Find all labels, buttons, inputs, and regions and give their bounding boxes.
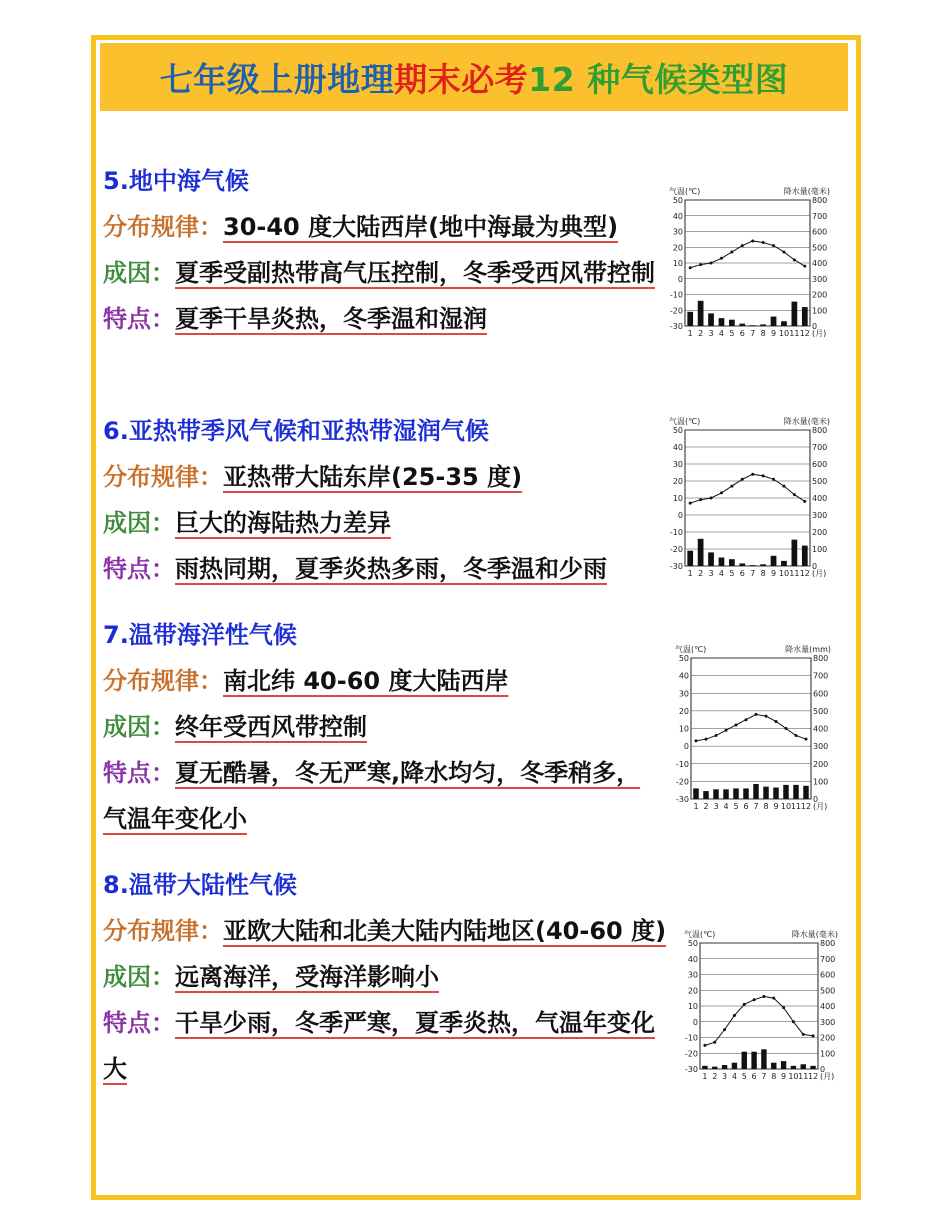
precip-bar xyxy=(698,539,704,566)
month-tick-label: 11 xyxy=(789,329,800,338)
temperature-line xyxy=(696,714,806,740)
precip-bar xyxy=(760,324,766,326)
precip-bar xyxy=(792,540,798,566)
precip-bar xyxy=(750,325,756,326)
temperature-point xyxy=(812,1034,815,1037)
section-temperate-continental xyxy=(103,862,668,1092)
precip-tick-label: 300 xyxy=(812,511,828,520)
temp-tick-label: -20 xyxy=(684,1049,698,1059)
distribution-text: 南北纬 40-60 度大陆西岸 xyxy=(223,667,509,695)
cause-row xyxy=(103,704,663,750)
feature-text: 夏季干旱炎热，冬季温和湿润 xyxy=(175,305,487,333)
precip-bar xyxy=(763,787,769,799)
temp-tick-label: 20 xyxy=(687,986,698,996)
precip-tick-label: 400 xyxy=(812,259,828,268)
distribution-text: 30-40 度大陆西岸(地中海最为典型) xyxy=(223,213,619,241)
title-part-count: 12 种气候类型图 xyxy=(528,59,789,99)
temp-tick-label: 40 xyxy=(672,443,683,452)
precip-tick-label: 400 xyxy=(820,1002,836,1011)
precip-bar xyxy=(702,1066,707,1069)
month-tick-label: 8 xyxy=(771,1072,777,1081)
precip-bar xyxy=(743,788,749,799)
section-title: 5.地中海气候 xyxy=(103,167,249,195)
month-tick-label: 5 xyxy=(729,329,735,338)
precip-tick-label: 400 xyxy=(812,494,828,503)
distribution-text: 亚欧大陆和北美大陆内陆地区(40-60 度) xyxy=(223,917,667,945)
month-tick-label: 10 xyxy=(778,569,790,578)
precip-tick-label: 700 xyxy=(812,443,828,452)
precip-bar xyxy=(792,302,798,326)
temp-tick-label: 40 xyxy=(687,954,698,964)
feature-row xyxy=(103,546,663,592)
temperature-point xyxy=(703,1044,706,1047)
month-tick-label: 12 xyxy=(807,1072,819,1081)
precip-bar xyxy=(753,784,759,799)
temp-tick-label: 20 xyxy=(672,477,683,486)
section-title: 6.亚热带季风气候和亚热带湿润气候 xyxy=(103,417,489,445)
precip-bar xyxy=(708,552,714,566)
precip-tick-label: 500 xyxy=(812,243,828,253)
precip-bar xyxy=(750,565,756,566)
temperature-point xyxy=(723,1028,726,1031)
temperature-point xyxy=(762,995,765,998)
climate-chart-svg xyxy=(673,642,833,817)
feature-text: 干旱少雨，冬季严寒，夏季炎热，气温年变化大 xyxy=(103,1009,655,1083)
cause-label: 成因： xyxy=(103,509,175,537)
page-title xyxy=(100,43,848,111)
temperature-point xyxy=(695,739,698,742)
month-tick-label: 8 xyxy=(763,802,769,811)
precip-tick-label: 500 xyxy=(820,986,836,996)
temperature-line xyxy=(690,474,805,503)
temp-tick-label: 30 xyxy=(678,689,689,699)
precip-tick-label: 100 xyxy=(820,1049,836,1059)
temperature-point xyxy=(720,491,723,494)
month-tick-label: 7 xyxy=(761,1072,767,1081)
month-tick-label: 6 xyxy=(743,802,749,811)
month-tick-label: 6 xyxy=(739,569,745,578)
month-tick-label: 6 xyxy=(739,329,745,338)
precip-tick-label: 0 xyxy=(812,322,818,331)
month-tick-label: 1 xyxy=(702,1072,708,1081)
precip-bar xyxy=(791,1066,796,1069)
month-tick-label: 4 xyxy=(723,802,729,811)
temperature-point xyxy=(745,718,748,721)
precip-bar xyxy=(781,561,787,566)
temperature-point xyxy=(751,473,754,476)
precip-tick-label: 600 xyxy=(812,227,828,237)
precip-bar xyxy=(771,1063,776,1069)
distribution-row xyxy=(103,204,663,250)
cause-text: 远离海洋，受海洋影响小 xyxy=(175,963,439,991)
temp-tick-label: 30 xyxy=(672,227,683,237)
temp-tick-label: 40 xyxy=(678,671,689,681)
precip-bar xyxy=(751,1052,756,1069)
month-tick-label: 12 xyxy=(799,329,810,338)
temperature-point xyxy=(802,1033,805,1036)
feature-label: 特点： xyxy=(103,1009,175,1037)
month-tick-label: 9 xyxy=(770,569,777,578)
temperature-point xyxy=(772,478,775,481)
temperature-point xyxy=(699,498,702,501)
temp-tick-label: 20 xyxy=(678,706,689,716)
month-unit-label: (月) xyxy=(813,802,828,811)
month-tick-label: 10 xyxy=(780,802,792,811)
temperature-point xyxy=(762,241,765,244)
section-temperate-maritime xyxy=(103,612,663,842)
temperature-point xyxy=(705,738,708,741)
temperature-point xyxy=(803,500,806,503)
precip-tick-label: 800 xyxy=(813,654,829,663)
temp-tick-label: -10 xyxy=(669,290,683,300)
precip-bar xyxy=(761,1049,766,1069)
month-tick-label: 8 xyxy=(760,569,766,578)
precip-tick-label: 600 xyxy=(812,460,828,469)
month-tick-label: 2 xyxy=(698,329,704,338)
precip-tick-label: 500 xyxy=(812,477,828,486)
temperature-point xyxy=(793,258,796,261)
temperature-point xyxy=(720,257,723,260)
precip-bar xyxy=(708,313,714,326)
distribution-label: 分布规律： xyxy=(103,917,223,945)
temperature-point xyxy=(710,497,713,500)
distribution-row xyxy=(103,658,663,704)
precip-tick-label: 100 xyxy=(813,777,829,787)
precip-tick-label: 600 xyxy=(813,689,829,699)
precip-tick-label: 600 xyxy=(820,970,836,980)
title-part-grade: 七年级上册地理 xyxy=(159,59,395,99)
temperature-point xyxy=(785,727,788,730)
precip-tick-label: 100 xyxy=(812,306,828,316)
feature-row xyxy=(103,296,663,342)
precip-bar xyxy=(771,317,777,326)
temperature-point xyxy=(715,734,718,737)
precip-bar xyxy=(729,559,735,566)
month-tick-label: 5 xyxy=(729,569,735,578)
month-tick-label: 2 xyxy=(703,802,709,811)
temperature-point xyxy=(710,262,713,265)
month-unit-label: (月) xyxy=(820,1072,835,1081)
temp-tick-label: -10 xyxy=(669,528,683,537)
temp-axis-label: 气温(℃) xyxy=(684,930,716,939)
precip-tick-label: 300 xyxy=(820,1017,836,1027)
temp-tick-label: -30 xyxy=(675,795,689,804)
temperature-point xyxy=(792,1020,795,1023)
temp-tick-label: 30 xyxy=(687,970,698,980)
precip-bar xyxy=(733,788,739,799)
month-tick-label: 3 xyxy=(708,329,714,338)
cause-row xyxy=(103,500,663,546)
precip-bar xyxy=(722,1065,727,1069)
section-mediterranean xyxy=(103,158,663,342)
temperature-point xyxy=(741,244,744,247)
distribution-row xyxy=(103,908,668,954)
precip-bar xyxy=(703,791,709,799)
temperature-point xyxy=(689,502,692,505)
month-tick-label: 1 xyxy=(693,802,699,811)
feature-label: 特点： xyxy=(103,759,175,787)
temp-tick-label: -10 xyxy=(684,1033,698,1043)
precip-axis-label: 降水量(毫米) xyxy=(783,417,830,426)
month-tick-label: 7 xyxy=(753,802,759,811)
temp-tick-label: 50 xyxy=(672,426,683,435)
month-tick-label: 3 xyxy=(713,802,719,811)
climate-chart-svg xyxy=(667,414,832,584)
title-part-exam: 期末必考 xyxy=(394,59,529,99)
temp-axis-label: 气温(℃) xyxy=(675,645,707,654)
month-tick-label: 3 xyxy=(722,1072,728,1081)
temperature-point xyxy=(735,723,738,726)
precip-bar xyxy=(781,1061,786,1069)
feature-text: 夏无酷暑，冬无严寒,降水均匀，冬季稍多，气温年变化小 xyxy=(103,759,641,833)
precip-tick-label: 700 xyxy=(812,211,828,221)
temperature-point xyxy=(699,263,702,266)
month-unit-label: (月) xyxy=(812,569,827,578)
cause-label: 成因： xyxy=(103,713,175,741)
precip-bar xyxy=(739,324,745,326)
precip-bar xyxy=(771,556,777,566)
precip-bar xyxy=(742,1052,747,1069)
precip-tick-label: 400 xyxy=(813,724,829,734)
temperature-point xyxy=(689,266,692,269)
climate-chart-svg xyxy=(682,927,840,1087)
distribution-text: 亚热带大陆东岸(25-35 度) xyxy=(223,463,523,491)
temperature-point xyxy=(772,997,775,1000)
cause-row xyxy=(103,954,668,1000)
precip-tick-label: 800 xyxy=(812,196,828,205)
precip-tick-label: 200 xyxy=(813,759,829,769)
month-tick-label: 5 xyxy=(741,1072,747,1081)
temp-tick-label: 0 xyxy=(677,274,683,284)
month-unit-label: (月) xyxy=(812,329,827,338)
month-tick-label: 8 xyxy=(760,329,766,338)
precip-tick-label: 300 xyxy=(812,274,828,284)
precip-axis-label: 降水量(毫米) xyxy=(791,930,838,939)
precip-bar xyxy=(719,558,725,567)
month-tick-label: 4 xyxy=(718,329,725,338)
month-tick-label: 10 xyxy=(778,329,790,338)
temp-tick-label: 10 xyxy=(672,494,683,503)
temp-axis-label: 气温(℃) xyxy=(669,417,701,426)
precip-bar xyxy=(773,788,779,799)
precip-bar xyxy=(723,789,729,799)
month-tick-label: 10 xyxy=(788,1072,799,1081)
precip-bar xyxy=(783,785,789,799)
precip-tick-label: 200 xyxy=(820,1033,836,1043)
temperature-point xyxy=(725,729,728,732)
precip-tick-label: 300 xyxy=(813,742,829,752)
temp-tick-label: 0 xyxy=(692,1017,698,1027)
precip-tick-label: 100 xyxy=(812,545,828,554)
month-tick-label: 1 xyxy=(687,329,693,338)
temperature-point xyxy=(782,1006,785,1009)
precip-bar xyxy=(739,563,745,566)
month-tick-label: 11 xyxy=(789,569,800,578)
section-title: 8.温带大陆性气候 xyxy=(103,871,297,899)
temp-tick-label: -30 xyxy=(669,562,683,571)
temperature-point xyxy=(775,720,778,723)
month-tick-label: 1 xyxy=(687,569,693,578)
temperature-point xyxy=(782,485,785,488)
month-tick-label: 2 xyxy=(698,569,704,578)
feature-label: 特点： xyxy=(103,555,175,583)
temperature-point xyxy=(741,478,744,481)
month-tick-label: 7 xyxy=(750,569,756,578)
temp-tick-label: -20 xyxy=(669,306,683,316)
temp-tick-label: 50 xyxy=(672,196,683,205)
section-subtropical xyxy=(103,408,663,592)
feature-row xyxy=(103,750,663,842)
temperature-point xyxy=(713,1041,716,1044)
temp-tick-label: 50 xyxy=(678,654,689,663)
temperature-point xyxy=(793,493,796,496)
precip-bar xyxy=(803,786,809,799)
precip-axis-label: 降水量(mm) xyxy=(785,645,831,654)
precip-bar xyxy=(698,301,704,326)
month-tick-label: 5 xyxy=(733,802,739,811)
temp-tick-label: 10 xyxy=(672,259,683,268)
temperature-point xyxy=(782,250,785,253)
month-tick-label: 9 xyxy=(770,329,777,338)
cause-row xyxy=(103,250,663,296)
cause-label: 成因： xyxy=(103,963,175,991)
temperature-point xyxy=(795,734,798,737)
month-tick-label: 7 xyxy=(750,329,756,338)
precip-tick-label: 200 xyxy=(812,290,828,300)
cause-text: 巨大的海陆热力差异 xyxy=(175,509,391,537)
month-tick-label: 2 xyxy=(712,1072,718,1081)
climate-chart-mediterranean xyxy=(667,184,832,344)
temperature-point xyxy=(755,713,758,716)
precip-bar xyxy=(732,1063,737,1069)
distribution-label: 分布规律： xyxy=(103,213,223,241)
month-tick-label: 6 xyxy=(751,1072,757,1081)
temp-tick-label: -30 xyxy=(684,1065,698,1074)
temperature-point xyxy=(762,474,765,477)
temp-axis-label: 气温(℃) xyxy=(669,187,701,196)
temp-tick-label: 0 xyxy=(683,742,689,752)
cause-text: 夏季受副热带高气压控制，冬季受西风带控制 xyxy=(175,259,655,287)
temperature-point xyxy=(730,485,733,488)
climate-chart-temperate-continental xyxy=(682,927,840,1087)
cause-text: 终年受西风带控制 xyxy=(175,713,367,741)
precip-tick-label: 500 xyxy=(813,706,829,716)
cause-label: 成因： xyxy=(103,259,175,287)
precip-bar xyxy=(793,785,799,799)
feature-label: 特点： xyxy=(103,305,175,333)
precip-bar xyxy=(693,788,699,799)
section-title: 7.温带海洋性气候 xyxy=(103,621,297,649)
month-tick-label: 3 xyxy=(708,569,714,578)
distribution-row xyxy=(103,454,663,500)
month-tick-label: 4 xyxy=(718,569,725,578)
temp-tick-label: -30 xyxy=(669,322,683,331)
precip-bar xyxy=(712,1067,717,1069)
temp-tick-label: 10 xyxy=(687,1002,698,1011)
precip-tick-label: 0 xyxy=(813,795,819,804)
month-tick-label: 9 xyxy=(781,1072,787,1081)
precip-bar xyxy=(810,1066,815,1069)
precip-axis-label: 降水量(毫米) xyxy=(783,187,830,196)
precip-tick-label: 0 xyxy=(812,562,818,571)
precip-bar xyxy=(687,551,693,566)
month-tick-label: 12 xyxy=(800,802,812,811)
temp-tick-label: 20 xyxy=(672,243,683,253)
precip-bar xyxy=(713,789,719,799)
climate-chart-subtropical xyxy=(667,414,832,584)
precip-bar xyxy=(760,564,766,566)
temperature-point xyxy=(765,715,768,718)
precip-tick-label: 700 xyxy=(820,954,836,964)
precip-bar xyxy=(802,546,808,566)
temp-tick-label: 10 xyxy=(678,724,689,734)
temp-tick-label: -20 xyxy=(675,777,689,787)
climate-chart-svg xyxy=(667,184,832,344)
temperature-point xyxy=(743,1003,746,1006)
precip-bar xyxy=(687,312,693,326)
temp-tick-label: 30 xyxy=(672,460,683,469)
precip-tick-label: 0 xyxy=(820,1065,826,1074)
distribution-label: 分布规律： xyxy=(103,667,223,695)
temp-tick-label: 40 xyxy=(672,211,683,221)
temperature-point xyxy=(803,265,806,268)
feature-text: 雨热同期，夏季炎热多雨，冬季温和少雨 xyxy=(175,555,607,583)
precip-tick-label: 800 xyxy=(812,426,828,435)
precip-bar xyxy=(802,307,808,326)
temperature-point xyxy=(730,250,733,253)
temperature-point xyxy=(751,239,754,242)
distribution-label: 分布规律： xyxy=(103,463,223,491)
precip-tick-label: 800 xyxy=(820,939,836,948)
temperature-point xyxy=(753,998,756,1001)
precip-bar xyxy=(781,321,787,326)
precip-bar xyxy=(719,318,725,326)
feature-row xyxy=(103,1000,668,1092)
precip-bar xyxy=(801,1064,806,1069)
temperature-point xyxy=(733,1014,736,1017)
temperature-point xyxy=(772,244,775,247)
month-tick-label: 12 xyxy=(799,569,810,578)
month-tick-label: 11 xyxy=(790,802,802,811)
temperature-line xyxy=(690,241,805,268)
climate-chart-temperate-maritime xyxy=(673,642,833,817)
month-tick-label: 4 xyxy=(731,1072,737,1081)
temp-tick-label: -10 xyxy=(675,759,689,769)
precip-tick-label: 700 xyxy=(813,671,829,681)
precip-tick-label: 200 xyxy=(812,528,828,537)
temp-tick-label: -20 xyxy=(669,545,683,554)
temperature-point xyxy=(805,738,808,741)
temp-tick-label: 50 xyxy=(687,939,698,948)
month-tick-label: 9 xyxy=(773,802,779,811)
precip-bar xyxy=(729,320,735,326)
month-tick-label: 11 xyxy=(798,1072,809,1081)
temp-tick-label: 0 xyxy=(677,511,683,520)
temperature-line xyxy=(705,997,813,1046)
